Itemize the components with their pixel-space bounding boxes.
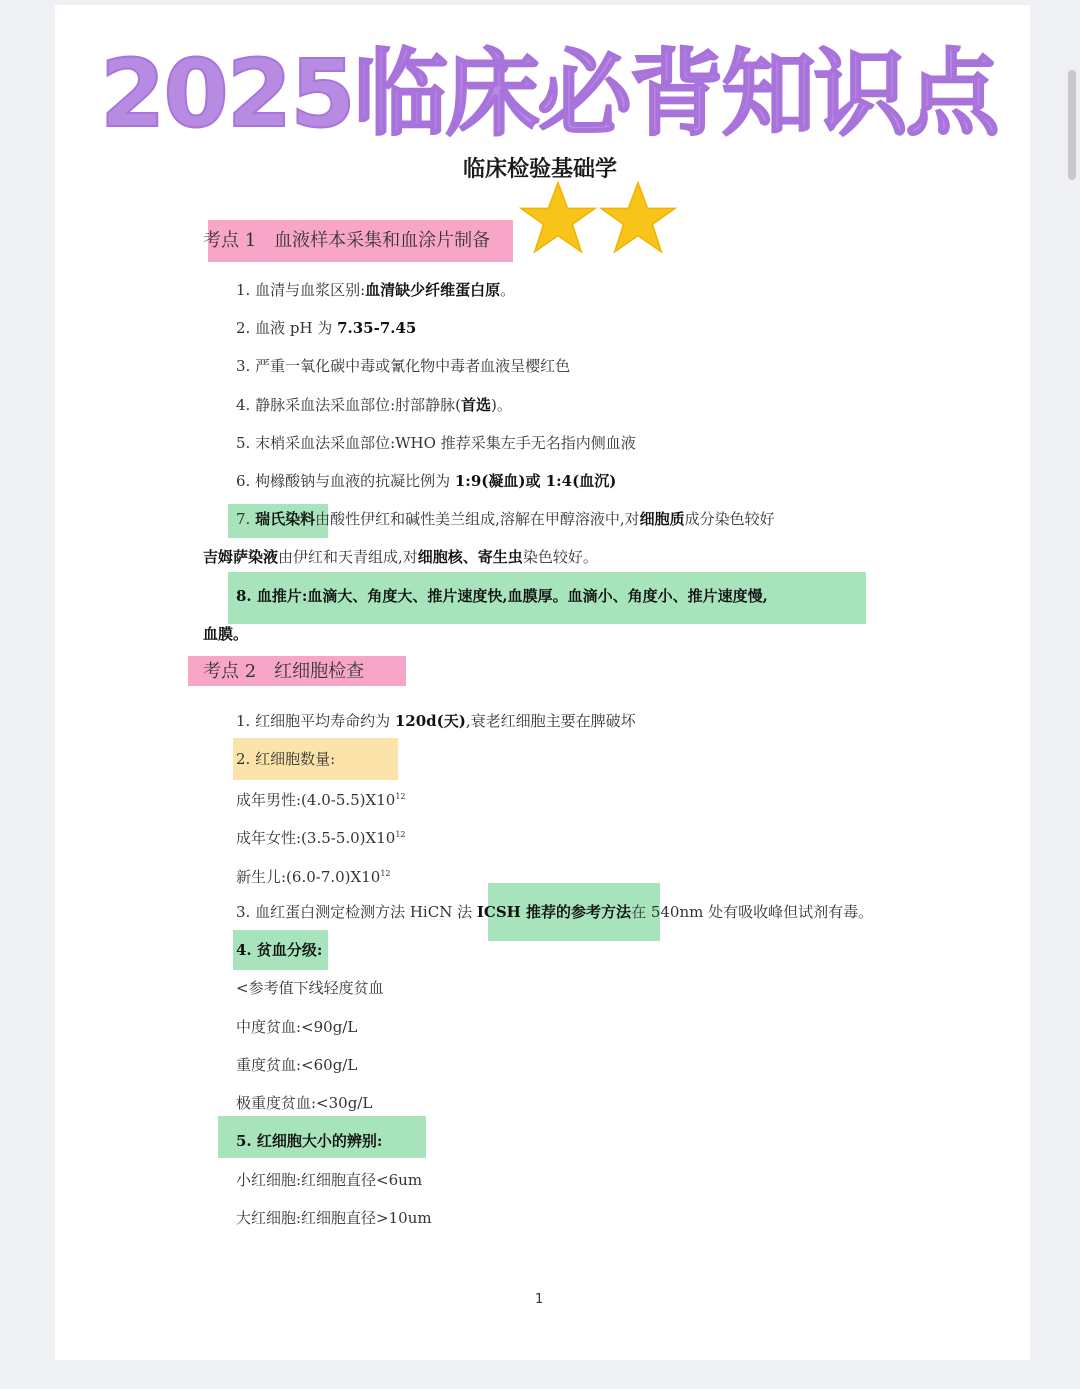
list-item: 成年女性$:(3.5-5.0)X10^{12}$ — [236, 829, 406, 847]
list-item: 3. 严重一氧化碳中毒或氰化物中毒者血液呈樱红色 — [236, 357, 571, 375]
section1-heading: 考点 1 血液样本采集和血涂片制备 — [203, 230, 491, 251]
list-item: 3. 血红蛋白测定检测方法 HiCN 法 ICSH 推荐的参考方法在 540nm 处有吸收峰但试剂有毒。 — [236, 903, 874, 921]
list-item: 2. 血液 pH 为 7.35-7.45 — [236, 319, 417, 337]
banner-title: 2025临床必背知识点 — [100, 40, 998, 149]
list-item: 2. 红细胞数量: — [236, 750, 336, 768]
list-item: 4. 静脉采血法采血部位:肘部静脉(首选)。 — [236, 396, 512, 414]
document-subtitle: 临床检验基础学 — [462, 157, 617, 182]
list-item: 重度贫血:<60g/L — [236, 1056, 358, 1074]
page-number: 1 — [535, 1292, 544, 1307]
section2-heading: 考点 2 红细胞检查 — [203, 661, 365, 682]
list-item: 成年男性$:(4.0-5.5)X10^{12}$ — [236, 791, 406, 809]
scrollbar-thumb[interactable] — [1068, 70, 1076, 180]
list-item: 5. 末梢采血法采血部位:WHO 推荐采集左手无名指内侧血液 — [236, 434, 636, 452]
list-item: 血膜。 — [203, 625, 249, 643]
list-item: 1. 红细胞平均寿命约为 120d(天),衰老红细胞主要在脾破坏 — [236, 712, 636, 730]
star-icon — [518, 178, 598, 258]
list-item: 6. 枸橼酸钠与血液的抗凝比例为 1:9(凝血)或 1:4(血沉) — [236, 472, 617, 490]
list-item: 小红细胞:红细胞直径<6um — [236, 1171, 423, 1189]
list-item: 极重度贫血:<30g/L — [236, 1094, 373, 1112]
list-item: 大红细胞:红细胞直径>10um — [236, 1209, 432, 1227]
star-icon — [598, 178, 678, 258]
list-item: 1. 血清与血浆区别:血清缺少纤维蛋白原。 — [236, 281, 516, 299]
list-item: 4. 贫血分级: — [236, 941, 323, 959]
list-item: 新生儿$:(6.0-7.0)X10^{12}$ — [236, 868, 391, 886]
list-item: 5. 红细胞大小的辨别: — [236, 1132, 383, 1150]
list-item: <参考值下线轻度贫血 — [236, 979, 384, 997]
list-item: 8. 血推片:血滴大、角度大、推片速度快,血膜厚。血滴小、角度小、推片速度慢, — [236, 587, 768, 605]
list-item: 7. 瑞氏染料由酸性伊红和碱性美兰组成,溶解在甲醇溶液中,对细胞质成分染色较好 — [236, 510, 775, 528]
list-item: 中度贫血:<90g/L — [236, 1018, 358, 1036]
list-item: 吉姆萨染液由伊红和天青组成,对细胞核、寄生虫染色较好。 — [203, 548, 598, 566]
